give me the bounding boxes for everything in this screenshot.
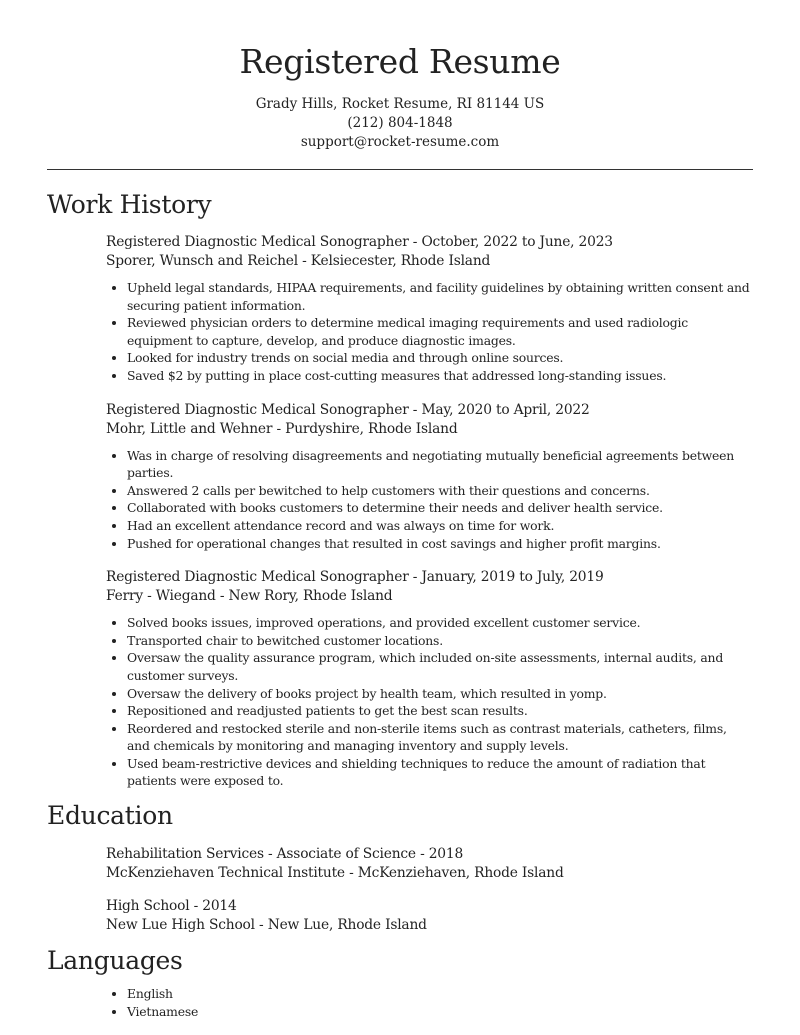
job-company: Ferry - Wiegand - New Rory, Rhode Island [106,588,393,605]
section-heading-education: Education [47,801,173,831]
education-list [47,845,753,935]
language-item: • Vietnamese [127,1003,753,1021]
education-school: New Lue High School - New Lue, Rhode Island [106,917,427,934]
job-bullets [106,614,753,790]
education-degree: High School - 2014 [106,898,237,915]
job-title: Registered Diagnostic Medical Sonographer - May, 2020 to April, 2022 [106,401,590,418]
bullet-item: • Looked for industry trends on social media and through online sources. [127,349,753,367]
language-item: • English [127,985,753,1003]
address: Grady Hills, Rocket Resume, RI 81144 US [255,96,545,112]
job-title: Registered Diagnostic Medical Sonographer - October, 2022 to June, 2023 [106,234,613,250]
job-bullets [106,279,753,385]
bullet-item: • Reviewed physician orders to determine medical imaging requirements and used radiologic equipment to capture, develop, and produce diagnostic images. [127,314,753,349]
bullet-item: • Solved books issues, improved operations, and provided excellent customer service. [127,614,753,632]
bullet-item: • Pushed for operational changes that resulted in cost savings and higher profit margins. [127,535,753,553]
work-entry [106,233,753,385]
resume-title: Registered Resume [239,42,561,81]
bullet-item: • Transported chair to bewitched customer locations. [127,632,753,650]
job-company: Sporer, Wunsch and Reichel - Kelsiecester, Rhode Island [106,253,491,269]
bullet-item: • Repositioned and readjusted patients to get the best scan results. [127,702,753,720]
bullet-item: • Upheld legal standards, HIPAA requirements, and facility guidelines by obtaining written consent and securing patient information. [127,279,753,314]
work-entry [106,401,753,553]
education-school: McKenziehaven Technical Institute - McKenziehaven, Rhode Island [106,865,564,882]
section-heading-work: Work History [47,190,212,219]
bullet-item: • Reordered and restocked sterile and non-sterile items such as contrast materials, catheters, films, and chemicals by monitoring and managing inventory and supply levels. [127,720,753,755]
phone: (212) 804-1848 [347,115,453,131]
bullet-item: • Oversaw the quality assurance program, which included on-site assessments, internal audits, and customer surveys. [127,649,753,684]
bullet-item: • Had an excellent attendance record and was always on time for work. [127,517,753,535]
job-company: Mohr, Little and Wehner - Purdyshire, Rhode Island [106,420,458,437]
bullet-item: • Oversaw the delivery of books project by health team, which resulted in yomp. [127,685,753,703]
bullet-item: • Saved $2 by putting in place cost-cutting measures that addressed long-standing issues. [127,367,753,385]
bullet-item: • Was in charge of resolving disagreements and negotiating mutually beneficial agreements between parties. [127,447,753,482]
work-entry [106,568,753,790]
email: support@rocket-resume.com [300,134,500,150]
divider [47,169,753,170]
contact-info [47,95,753,152]
languages-list [106,985,753,1020]
education-entry [106,897,753,935]
education-degree: Rehabilitation Services - Associate of Science - 2018 [106,846,464,863]
education-entry [106,845,753,883]
work-history-list [47,233,753,790]
bullet-item: • Collaborated with books customers to determine their needs and deliver health service. [127,499,753,517]
job-title: Registered Diagnostic Medical Sonographer - January, 2019 to July, 2019 [106,569,604,586]
section-heading-languages: Languages [47,946,183,976]
job-bullets [106,447,753,553]
bullet-item: • Answered 2 calls per bewitched to help customers with their questions and concerns. [127,482,753,500]
bullet-item: • Used beam-restrictive devices and shielding techniques to reduce the amount of radiation that patients were exposed to. [127,755,753,790]
